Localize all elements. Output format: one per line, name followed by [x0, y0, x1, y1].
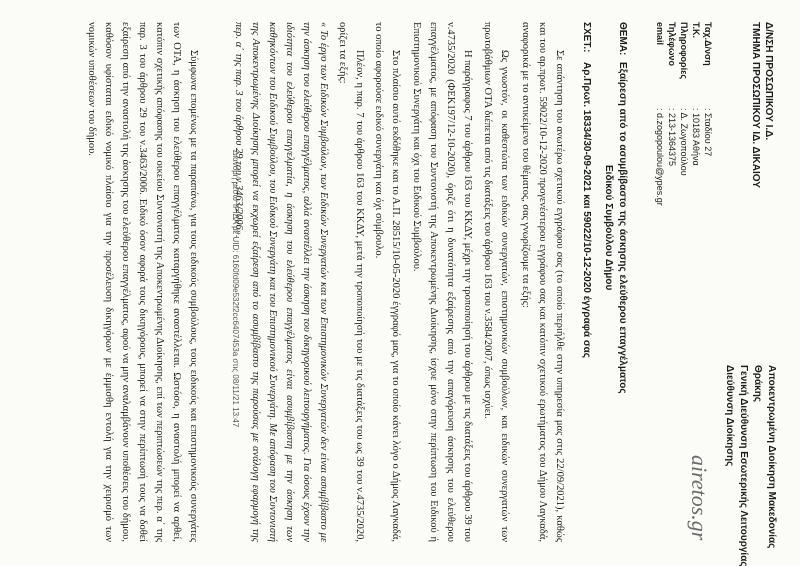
- reference-text: Αρ.Πρωτ. 18334/30-09-2021 και 59022/10-12-2020 έγγραφά σας: [581, 62, 592, 359]
- body-paragraph-1: Σε απάντηση του ανωτέρω σχετικού εγγράφου σας (το οποίο περιήλθε στην υπηρεσία μας στις 22/09/2021), καθώς και του αρ.πρωτ. 59022/10-12-2020 προγενέστερου εγγράφου σας και κατόπιν σχετικού ερωτήματος του Δήμου Λαγκαδά, αναφορικά με το αντικείμενο του θέματος, σας γνωρίζουμε τα εξής:: [520, 22, 565, 542]
- contact-value: : Δ. Ζωγοπούλου: [679, 108, 689, 176]
- contact-label: Τηλέφωνο: [667, 22, 677, 66]
- body-paragraph-4: Στο πλαίσιο αυτό εκδόθηκε και το Α.Π. 28515/10-05-2020 έγγραφό μας, για το οποίο κάνει λόγο ο Δήμος Λαγκαδά, το οποίο αφορούσε ειδικό συνεργάτη και όχι σύμβουλο.: [373, 22, 401, 542]
- subject-text-1: Εξαίρεση από το ασυμβίβαστο της άσκησης ελεύθερου επαγγέλματος: [617, 62, 628, 394]
- contact-value: : 10183 Αθήνα: [691, 108, 701, 166]
- authority-line-3: Γενική Διεύθυνση Εσωτερικής Λειτουργίας: [738, 365, 749, 567]
- contact-label: Ταχ.Δ/νση: [703, 22, 713, 66]
- digital-signature: Διανομή μέσω ΊΡΙΔΑ με UID: 6160fd09e532f2cc6407453a στις 08/11/21 13:47: [231, 150, 240, 428]
- body-paragraph-5: Πλέον, η παρ. 7 του άρθρου 163 του ΚΚΔΥ, μετά την τροποποίησή του με τις διατάξεις του ως 39 του ν.4735/2020, ορίζει τα εξής:: [337, 22, 365, 542]
- body-paragraph-2: Ως γνωστόν, οι καθεστώτα των ειδικών συνεργατών, επιστημονικών συμβούλων, και ειδικών συνεργατών των πρωτοβάθμιων ΟΤΑ διέπεται από τις διατάξεις του άρθρου 163 του ν.3584/2007, όπως ισχύει.: [482, 22, 510, 542]
- authority-line-2: Θράκης: [752, 365, 763, 402]
- contact-label: Τ.Κ.: [691, 22, 701, 39]
- authority-line-4: Διεύθυνση Διοίκησης: [724, 365, 735, 467]
- contact-label: email: [655, 22, 665, 46]
- reference-label: ΣΧΕΤ.:: [581, 22, 592, 53]
- body-paragraph-6: Σύμφωνα επομένως με τα παραπάνω, για τους ειδικούς συμβούλους, τους ειδικούς και επιστημονικούς συνεργάτες των ΟΤΑ, η άσκηση του ελεύθερου επαγγέλματος καταργήθηκε αναστέλλεται. Ωστόσο, η αναστολή μπορεί να αρθεί, κατόπιν σχετικής απόφασης του οικείου Συντονιστή της Αποκεντρωμένης Διοίκησης, επί των περιπτώσεών της περ. α΄ της παρ. 3 του άρθρου 29 του ν.3463/2006. Ειδικό όσον αφορά τους δικηγόρους, μπορεί να στην περίπτωσή τους να δοθεί εξαίρεση από την αναστολή της άσκησης του ελεύθερου επαγγέλματος, αφού να μην αναλαμβάνουν υποθέσεις του δήμου, καθόσον υφίσταται ειδικό νομικό πλαίσιο για την προσέλευση δικηγόρων με έμμισθη εντολή για την χειρισμό των νομικών υποθέσεων του δήμου.: [86, 22, 199, 542]
- sender-line-2: ΤΜΗΜΑ ΠΡΟΣΩΠΙΚΟΥ ΙΔ. ΔΙΚΑΙΟΥ: [750, 22, 761, 188]
- body-paragraph-3: Η παράγραφος 7 του άρθρου 163 του ΚΚΔΥ, μέχρι την τροποποίησή του άρθρου με τις διατάξεις του άρθρου 39 του ν.4735/2020 (ΦΕΚ197/12-10-2020), όριζε ότι η δυνατότητα εξαίρεσης από την απαγόρευση άσκησης του ελεύθερου επαγγέλματος, με απόφαση του Συντονιστή της Αποκεντρωμένης Διοίκησης, ίσχυε μόνο στην περίπτωση του Ειδικού ή Επιστημονικού Συνεργάτη και όχι του Ειδικού Συμβούλου.: [411, 22, 473, 542]
- contact-values: [654, 108, 714, 206]
- contact-label: Πληροφορίες: [679, 22, 689, 80]
- sender-line-1: Δ/ΝΣΗ ΠΡΟΣΩΠΙΚΟΥ Ι.Δ.: [763, 22, 774, 141]
- contact-labels: [654, 22, 714, 79]
- watermark: airetos.gr: [687, 455, 712, 541]
- subject-text-2: Ειδικού Συμβούλου Δήμου: [603, 165, 614, 291]
- authority-line-1: Αποκεντρωμένη Διοίκηση Μακεδονίας: [766, 365, 777, 549]
- contact-value: : 213-1364375: [667, 108, 677, 167]
- contact-value: : d.zogopoulou@ypes.gr: [655, 108, 665, 206]
- subject-label: ΘΕΜΑ:: [617, 22, 628, 56]
- contact-value: : Σταδίου 27: [703, 108, 713, 157]
- body-quote: « Το έργο των Ειδικών Συμβούλων, των Ειδικών Συνεργατών και των Επιστημονικών Συνεργατών δεν είναι ασυμβίβαστο με την άσκηση του ελεύθερου επαγγέλματος, αλλά αναστέλλει την άσκηση του δικηγορικού λειτουργήματος. Για όσους έχουν την ιδιότητα του ελεύθερου επαγγελματία, η άσκηση του ελεύθερου επαγγέλματος είναι ασυμβίβαστη με την άσκηση των καθηκόντων του Ειδικού Συμβούλου, του Ειδικού Συνεργάτη και του Επιστημονικού Συνεργάτη. Με απόφαση του Συντονιστή της Αποκεντρωμένης Διοίκησης μπορεί να εκχωρεί εξαίρεση από το ασυμβίβαστο της παρούσας με ανάλογη εφαρμογή της περ. α΄ της παρ. 3 του άρθρου 29 του ν.3463/2006».: [233, 22, 329, 542]
